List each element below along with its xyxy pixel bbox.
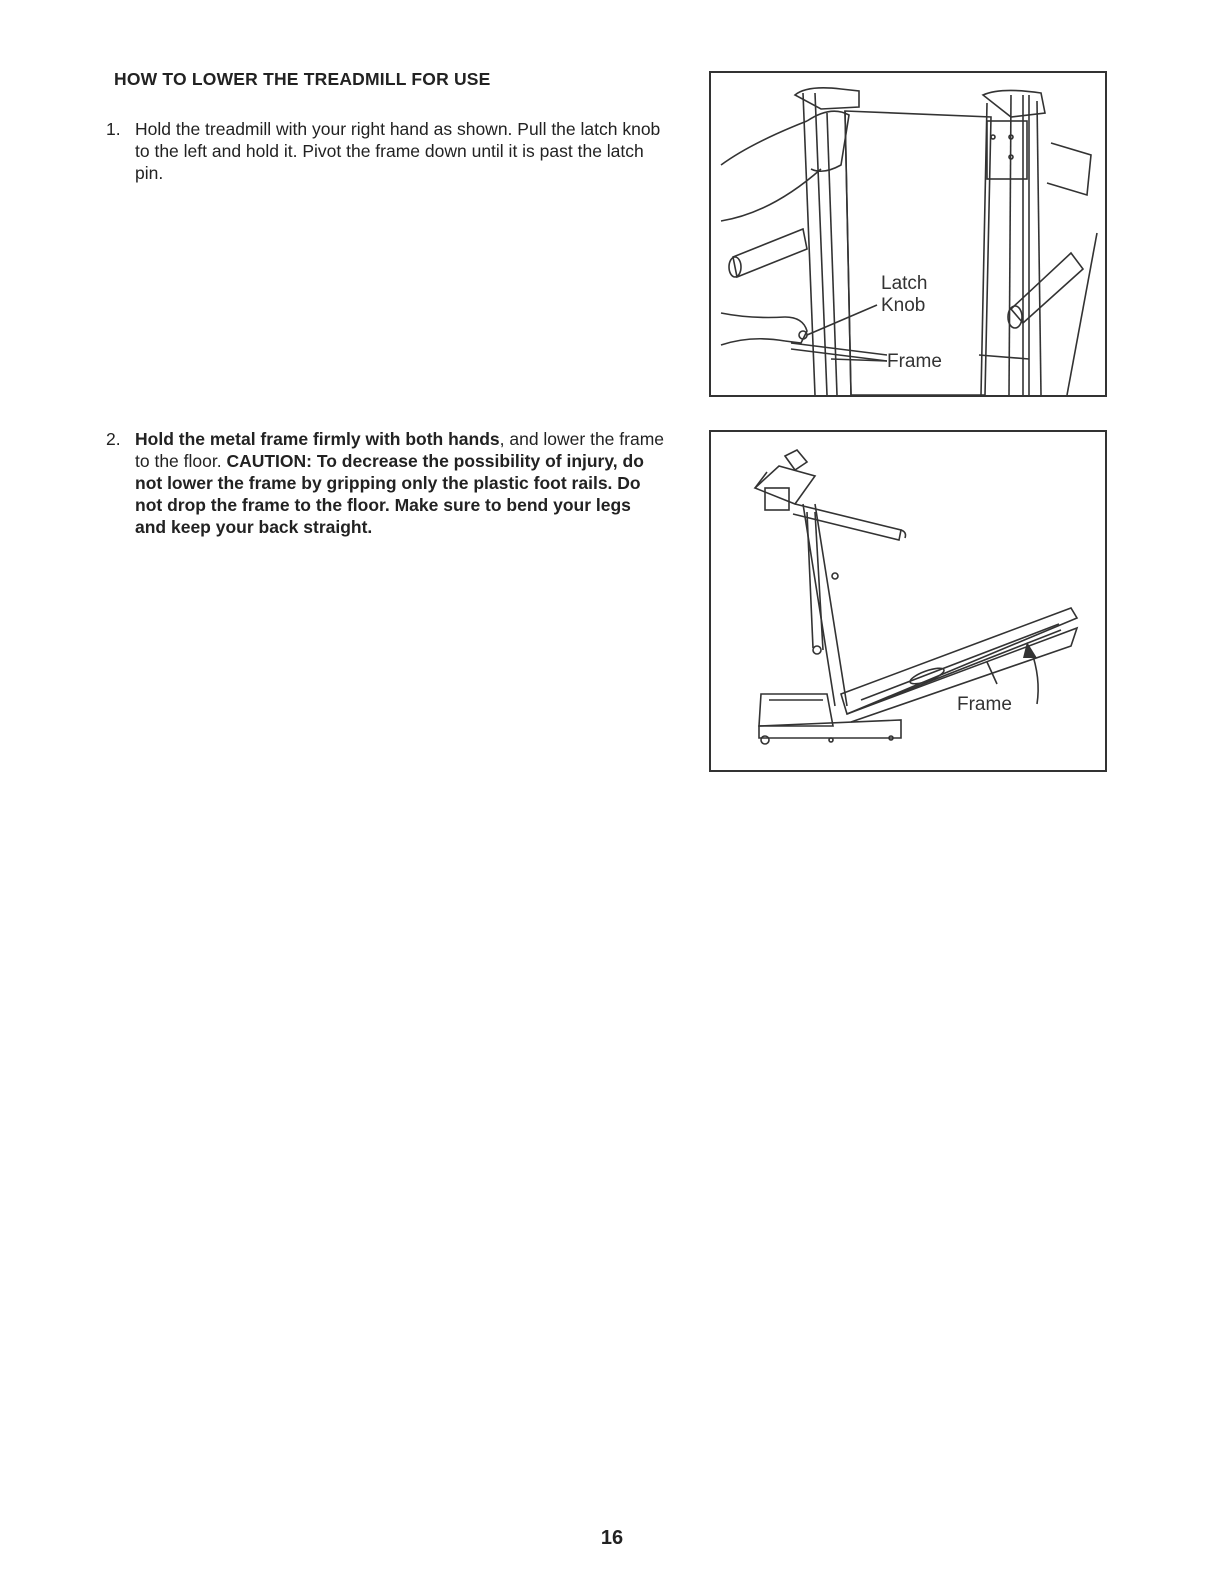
latch-label-line1: Latch: [881, 273, 928, 294]
section-heading: HOW TO LOWER THE TREADMILL FOR USE: [114, 69, 491, 89]
page-number: 16: [600, 1527, 624, 1549]
figure-latch-knob: [709, 71, 1107, 397]
step-number: 2.: [106, 429, 121, 449]
step-number: 1.: [106, 119, 121, 139]
frame-label: Frame: [887, 351, 942, 372]
caution-text: CAUTION: To decrease the possibility of injury, do not lower the frame by gripping only the plastic foot rails. Do not drop the frame to the floor. Make sure to bend your legs and keep your back straight.: [135, 451, 644, 537]
latch-knob-label: [881, 273, 927, 317]
step-text: [135, 428, 666, 538]
treadmill-folded-illustration: [711, 73, 1105, 395]
latch-label-line2: Knob: [881, 295, 926, 316]
instruction-step: [106, 118, 666, 184]
frame-label: Frame: [957, 694, 1012, 715]
figure-lower-frame: [709, 430, 1107, 772]
treadmill-lowering-illustration: [711, 432, 1105, 770]
instruction-step: [106, 428, 666, 538]
step-text: Hold the treadmill with your right hand as shown. Pull the latch knob to the left and hold it. Pivot the frame down until it is past the latch pin.: [135, 119, 661, 183]
step-bold-lead: Hold the metal frame firmly with both hands: [135, 429, 500, 449]
step-text-mid: , and lower the frame to the floor.: [135, 429, 665, 471]
